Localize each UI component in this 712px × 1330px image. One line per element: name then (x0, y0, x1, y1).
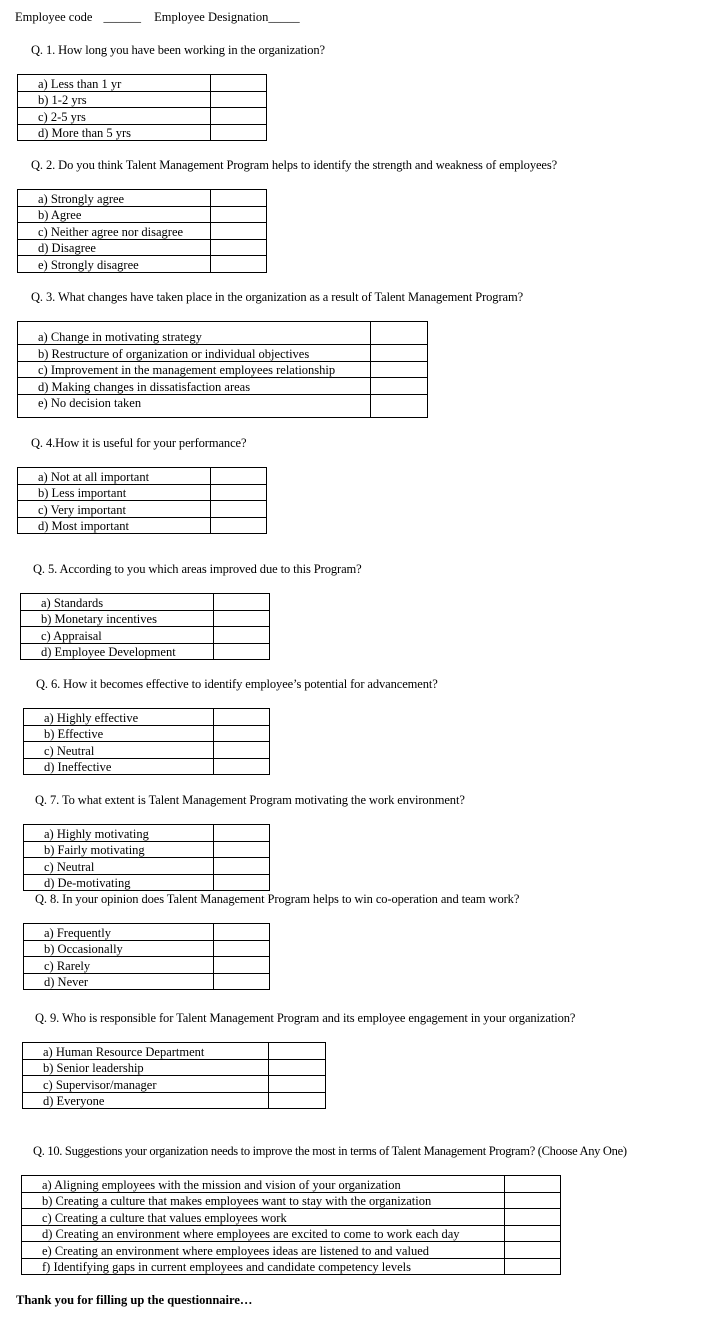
option-label: e) Strongly disagree (18, 256, 211, 273)
answer-box[interactable] (505, 1209, 561, 1226)
question-7-text: Q. 7. To what extent is Talent Management Program motivating the work environment? (35, 793, 465, 807)
answer-box[interactable] (371, 378, 428, 395)
question-2-options (17, 189, 267, 273)
answer-box[interactable] (214, 725, 270, 742)
question-4-options (17, 467, 267, 534)
question-2-text: Q. 2. Do you think Talent Management Program helps to identify the strength and weakness of employees? (31, 158, 558, 172)
question-1-options (17, 74, 267, 141)
answer-box[interactable] (505, 1258, 561, 1275)
option-label: a) Highly motivating (24, 825, 214, 842)
question-10-text: Q. 10. Suggestions your organization needs to improve the most in terms of Talent Management Program? (Choose Any One) (33, 1144, 627, 1158)
option-label: b) Creating a culture that makes employees want to stay with the organization (22, 1192, 505, 1209)
option-label: d) Most important (18, 517, 211, 534)
option-label: a) Not at all important (18, 468, 211, 485)
answer-box[interactable] (211, 256, 267, 273)
question-6-text: Q. 6. How it becomes effective to identify employee’s potential for advancement? (36, 677, 438, 691)
answer-box[interactable] (371, 322, 428, 345)
question-8-text: Q. 8. In your opinion does Talent Management Program helps to win co-operation and team work? (35, 892, 520, 906)
answer-box[interactable] (214, 957, 270, 974)
option-label: c) Neutral (24, 858, 214, 875)
question-5-text: Q. 5. According to you which areas improved due to this Program? (33, 562, 362, 576)
answer-box[interactable] (214, 594, 270, 611)
employee-code-label: Employee code (15, 10, 93, 24)
option-label: b) Agree (18, 206, 211, 223)
answer-box[interactable] (505, 1225, 561, 1242)
answer-box[interactable] (211, 124, 267, 141)
option-label: b) 1-2 yrs (18, 91, 211, 108)
option-label: c) Creating a culture that values employees work (22, 1209, 505, 1226)
answer-box[interactable] (211, 108, 267, 125)
option-label: a) Highly effective (24, 709, 214, 726)
option-label: c) Appraisal (21, 627, 214, 644)
answer-box[interactable] (211, 517, 267, 534)
answer-box[interactable] (269, 1059, 326, 1076)
option-label: c) Improvement in the management employees relationship (18, 361, 371, 378)
answer-box[interactable] (211, 501, 267, 518)
question-6-options (23, 708, 270, 775)
answer-box[interactable] (269, 1092, 326, 1109)
option-label: b) Fairly motivating (24, 841, 214, 858)
answer-box[interactable] (505, 1176, 561, 1193)
option-label: b) Senior leadership (23, 1059, 269, 1076)
answer-box[interactable] (214, 874, 270, 891)
option-label: a) Standards (21, 594, 214, 611)
option-label: d) Creating an environment where employees are excited to come to work each day (22, 1225, 505, 1242)
option-label: d) Ineffective (24, 758, 214, 775)
answer-box[interactable] (214, 742, 270, 759)
answer-box[interactable] (214, 643, 270, 660)
answer-box[interactable] (211, 484, 267, 501)
answer-box[interactable] (269, 1043, 326, 1060)
option-label: d) Making changes in dissatisfaction areas (18, 378, 371, 395)
option-label: a) Human Resource Department (23, 1043, 269, 1060)
question-8-options (23, 923, 270, 990)
answer-box[interactable] (214, 940, 270, 957)
employee-designation-label: Employee Designation (154, 10, 269, 24)
question-3-text: Q. 3. What changes have taken place in the organization as a result of Talent Management Program? (31, 290, 524, 304)
employee-info-header (15, 10, 300, 25)
option-label: b) Effective (24, 725, 214, 742)
option-label: b) Monetary incentives (21, 610, 214, 627)
option-label: a) Aligning employees with the mission and vision of your organization (22, 1176, 505, 1193)
answer-box[interactable] (211, 239, 267, 256)
option-label: d) De-motivating (24, 874, 214, 891)
option-label: d) Employee Development (21, 643, 214, 660)
option-label: b) Occasionally (24, 940, 214, 957)
option-label: b) Less important (18, 484, 211, 501)
question-3-options (17, 321, 428, 418)
answer-box[interactable] (211, 223, 267, 240)
option-label: e) No decision taken (18, 394, 371, 417)
answer-box[interactable] (269, 1076, 326, 1093)
answer-box[interactable] (505, 1192, 561, 1209)
answer-box[interactable] (211, 206, 267, 223)
option-label: a) Less than 1 yr (18, 75, 211, 92)
option-label: e) Creating an environment where employees ideas are listened to and valued (22, 1242, 505, 1259)
question-4-text: Q. 4.How it is useful for your performance? (31, 436, 247, 450)
answer-box[interactable] (211, 468, 267, 485)
question-9-text: Q. 9. Who is responsible for Talent Management Program and its employee engagement in your organization? (35, 1011, 576, 1025)
answer-box[interactable] (211, 190, 267, 207)
answer-box[interactable] (214, 758, 270, 775)
option-label: f) Identifying gaps in current employees and candidate competency levels (22, 1258, 505, 1275)
option-label: a) Frequently (24, 924, 214, 941)
option-label: c) Supervisor/manager (23, 1076, 269, 1093)
answer-box[interactable] (211, 75, 267, 92)
answer-box[interactable] (371, 345, 428, 362)
option-label: a) Strongly agree (18, 190, 211, 207)
answer-box[interactable] (371, 361, 428, 378)
answer-box[interactable] (211, 91, 267, 108)
option-label: c) Neutral (24, 742, 214, 759)
answer-box[interactable] (214, 610, 270, 627)
question-5-options (20, 593, 270, 660)
option-label: c) Neither agree nor disagree (18, 223, 211, 240)
answer-box[interactable] (214, 627, 270, 644)
question-10-options (21, 1175, 561, 1275)
option-label: d) Disagree (18, 239, 211, 256)
answer-box[interactable] (214, 973, 270, 990)
answer-box[interactable] (505, 1242, 561, 1259)
answer-box[interactable] (214, 841, 270, 858)
option-label: d) Everyone (23, 1092, 269, 1109)
question-1-text: Q. 1. How long you have been working in the organization? (31, 43, 326, 57)
option-label: d) More than 5 yrs (18, 124, 211, 141)
question-9-options (22, 1042, 326, 1109)
option-label: c) Very important (18, 501, 211, 518)
thank-you-note: Thank you for filling up the questionnaire… (16, 1293, 253, 1307)
employee-designation-field[interactable]: _____ (268, 10, 300, 24)
answer-box[interactable] (214, 858, 270, 875)
question-7-options (23, 824, 270, 891)
option-label: d) Never (24, 973, 214, 990)
option-label: a) Change in motivating strategy (18, 322, 371, 345)
answer-box[interactable] (214, 825, 270, 842)
employee-code-field[interactable]: ______ (103, 10, 142, 24)
option-label: b) Restructure of organization or individual objectives (18, 345, 371, 362)
answer-box[interactable] (214, 924, 270, 941)
answer-box[interactable] (371, 394, 428, 417)
answer-box[interactable] (214, 709, 270, 726)
option-label: c) Rarely (24, 957, 214, 974)
option-label: c) 2-5 yrs (18, 108, 211, 125)
